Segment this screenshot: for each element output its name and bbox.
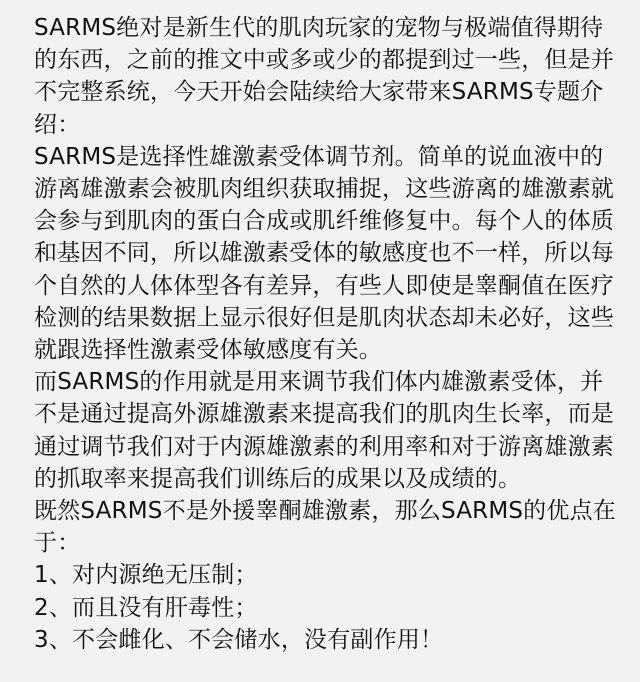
text-line: 和基因不同，所以雄激素受体的敏感度也不一样，所以每 bbox=[34, 240, 614, 267]
text-line: 不完整系统，今天开始会陆续给大家带来SARMS专题介 bbox=[34, 79, 604, 106]
text-line: 于： bbox=[34, 530, 81, 557]
text-line: 游离雄激素会被肌肉组织获取捕捉，这些游离的雄激素就 bbox=[34, 176, 614, 203]
list-item: 1、对内源绝无压制； bbox=[34, 562, 258, 589]
text-line: 就跟选择性激素受体敏感度有关。 bbox=[34, 337, 382, 364]
text-line: 个自然的人体体型各有差异，有些人即使是睾酮值在医疗 bbox=[34, 272, 614, 299]
list-item: 3、不会雌化、不会储水，没有副作用！ bbox=[34, 626, 444, 653]
text-line: 既然SARMS不是外援睾酮雄激素，那么SARMS的优点在 bbox=[34, 498, 616, 525]
text-line: 绍： bbox=[34, 111, 81, 138]
text-line: SARMS是选择性雄激素受体调节剂。简单的说血液中的 bbox=[34, 143, 604, 170]
text-line: 会参与到肌肉的蛋白合成或肌纤维修复中。每个人的体质 bbox=[34, 208, 614, 235]
text-line: SARMS绝对是新生代的肌肉玩家的宠物与极端值得期待 bbox=[34, 15, 604, 41]
text-line: 而SARMS的作用就是用来调节我们体内雄激素受体，并 bbox=[34, 369, 604, 396]
text-line: 通过调节我们对于内源雄激素的利用率和对于游离雄激素 bbox=[34, 433, 614, 460]
text-line: 的东西，之前的推文中或多或少的都提到过一些，但是并 bbox=[34, 47, 614, 74]
list-item: 2、而且没有肝毒性； bbox=[34, 594, 258, 621]
text-line: 的抓取率来提高我们训练后的成果以及成绩的。 bbox=[34, 465, 522, 492]
text-line: 检测的结果数据上显示很好但是肌肉状态却未必好，这些 bbox=[34, 304, 614, 331]
text-line: 不是通过提高外源雄激素来提高我们的肌肉生长率，而是 bbox=[34, 401, 614, 428]
